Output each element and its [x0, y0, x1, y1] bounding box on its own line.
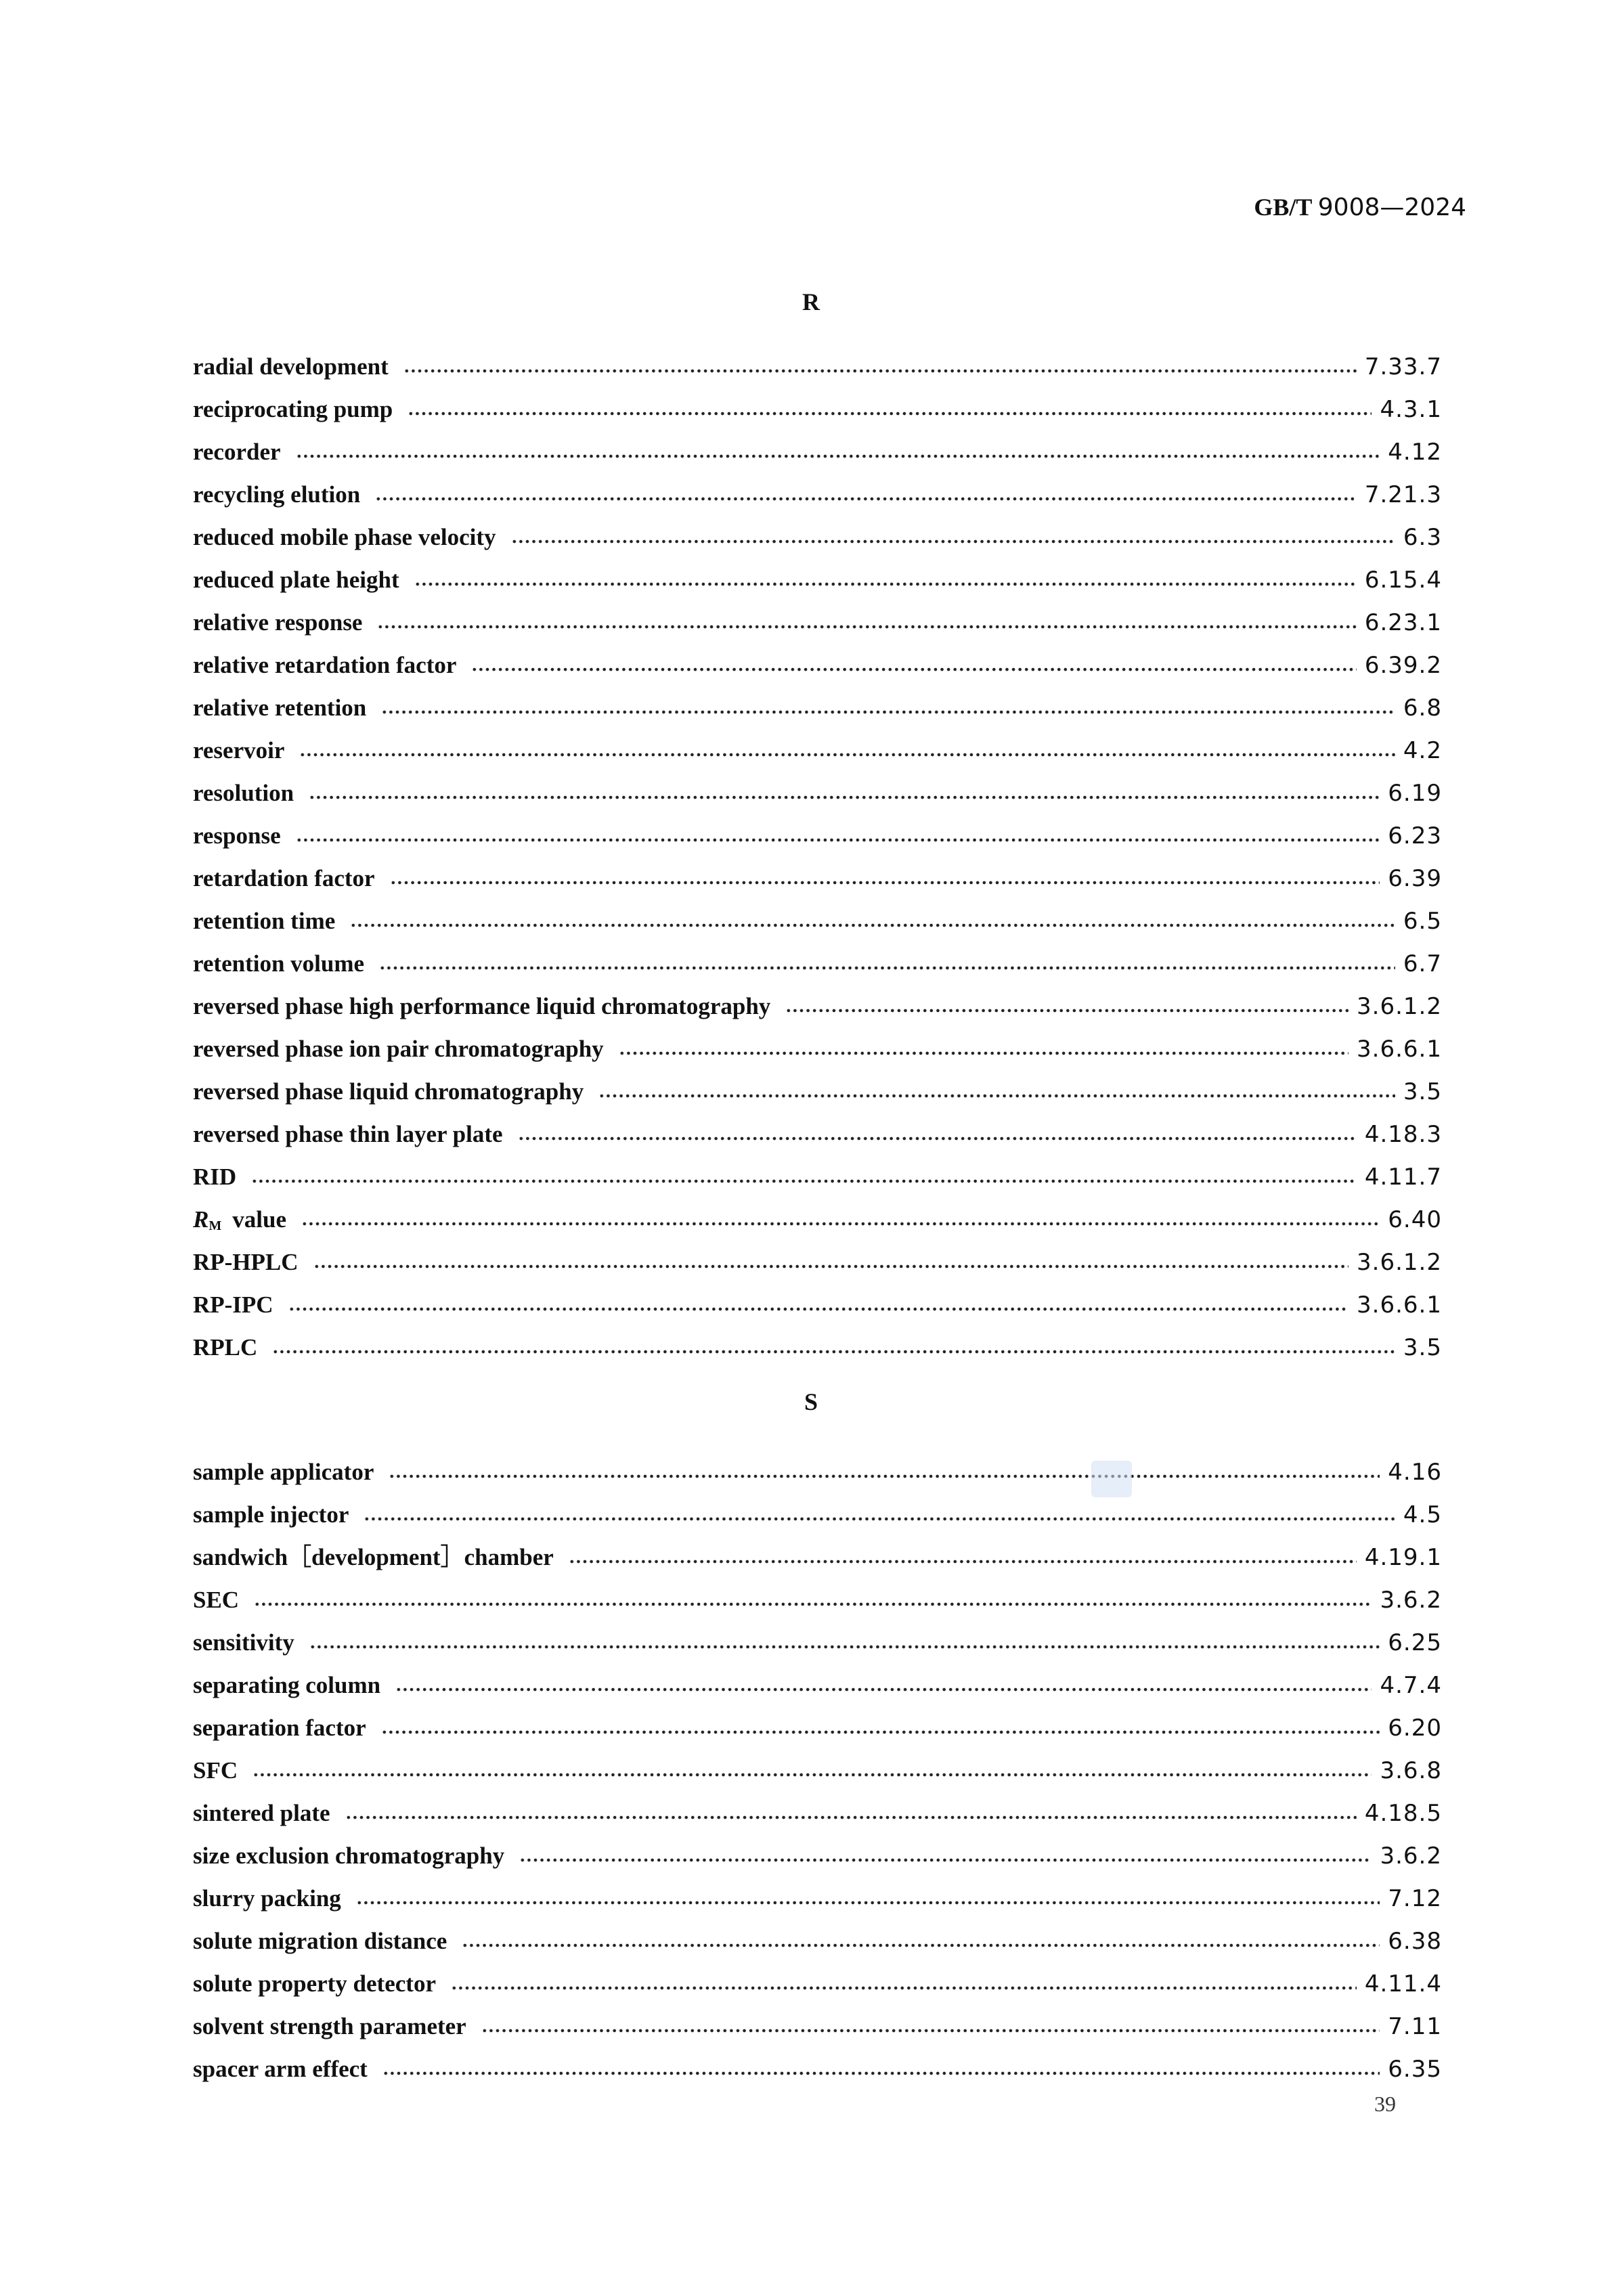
clause-reference: 6.5	[1403, 908, 1442, 935]
dot-leader	[403, 367, 1357, 375]
index-term: retardation factor	[193, 865, 375, 891]
dot-leader	[345, 1813, 1357, 1822]
index-term: RP-HPLC	[193, 1249, 299, 1275]
index-entry	[193, 1326, 1442, 1369]
index-term: reversed phase thin layer plate	[193, 1121, 503, 1147]
clause-reference: 4.5	[1403, 1501, 1442, 1528]
index-entry	[193, 2005, 1442, 2048]
dot-leader	[382, 2069, 1380, 2077]
clause-reference: 6.39	[1388, 865, 1442, 892]
index-entry	[193, 1536, 1442, 1578]
index-term: reciprocating pump	[193, 396, 393, 422]
index-term: reversed phase high performance liquid chromatography	[193, 993, 771, 1019]
clause-reference: 6.23	[1388, 822, 1442, 849]
index-entry	[193, 1198, 1442, 1241]
index-term: separating column	[193, 1672, 381, 1698]
dot-leader	[253, 1771, 1372, 1779]
index-list-s	[193, 1451, 1442, 2090]
dot-leader	[254, 1600, 1372, 1608]
index-entry	[193, 1706, 1442, 1749]
index-entry	[193, 558, 1442, 601]
dot-leader	[377, 623, 1356, 631]
index-term: RP-IPC	[193, 1292, 273, 1318]
clause-reference: 3.6.2	[1380, 1587, 1442, 1614]
index-entry	[193, 601, 1442, 644]
clause-reference: 4.11.4	[1364, 1970, 1442, 1997]
index-term: separation factor	[193, 1715, 366, 1741]
clause-reference: 6.38	[1388, 1928, 1442, 1955]
index-entry	[193, 772, 1442, 814]
index-term: reduced plate height	[193, 567, 399, 593]
dot-leader	[785, 1007, 1349, 1015]
index-entry	[193, 729, 1442, 772]
dot-leader	[301, 1220, 1380, 1228]
index-term: slurry packing	[193, 1885, 341, 1912]
index-term: recorder	[193, 439, 281, 465]
clause-reference: 6.7	[1403, 950, 1442, 977]
index-term: SFC	[193, 1757, 238, 1784]
dot-leader	[389, 1472, 1380, 1480]
dot-leader	[350, 921, 1395, 929]
dot-leader	[313, 1262, 1349, 1271]
clause-reference: 4.16	[1388, 1459, 1442, 1486]
index-entry	[193, 516, 1442, 558]
index-entry	[193, 388, 1442, 430]
watermark-logo	[1091, 1461, 1132, 1497]
index-term: reservoir	[193, 737, 285, 764]
index-entry	[193, 1834, 1442, 1877]
dot-leader	[481, 2027, 1380, 2035]
index-term: retention time	[193, 908, 336, 934]
dot-leader	[379, 964, 1395, 972]
index-term: sandwich［development］chamber	[193, 1544, 554, 1570]
dot-leader	[296, 452, 1380, 460]
index-entry	[193, 1877, 1442, 1920]
clause-reference: 3.5	[1403, 1078, 1442, 1105]
index-entry	[193, 1493, 1442, 1536]
clause-reference: 3.5	[1403, 1334, 1442, 1361]
index-term: radial development	[193, 353, 389, 380]
index-term: solute property detector	[193, 1970, 436, 1997]
index-term: solvent strength parameter	[193, 2013, 466, 2039]
index-entry	[193, 1070, 1442, 1113]
clause-reference: 7.21.3	[1364, 481, 1442, 508]
index-entry	[193, 430, 1442, 473]
document-header	[1254, 193, 1466, 221]
index-entry	[193, 1241, 1442, 1283]
clause-reference: 3.6.1.2	[1357, 1249, 1442, 1276]
dot-leader	[569, 1558, 1357, 1566]
dot-leader	[309, 1643, 1380, 1651]
index-entry	[193, 644, 1442, 686]
index-entry	[193, 1113, 1442, 1155]
index-entry	[193, 1962, 1442, 2005]
index-term: reduced mobile phase velocity	[193, 524, 496, 550]
dot-leader	[381, 1728, 1380, 1736]
dot-leader	[414, 580, 1357, 588]
clause-reference: 3.6.8	[1380, 1757, 1442, 1784]
dot-leader	[519, 1856, 1372, 1864]
clause-reference: 3.6.6.1	[1357, 1036, 1442, 1063]
dot-leader	[408, 410, 1372, 418]
index-entry	[193, 1749, 1442, 1792]
index-entry	[193, 814, 1442, 857]
index-term: reversed phase liquid chromatography	[193, 1078, 584, 1105]
standard-number: 9008—2024	[1317, 194, 1466, 221]
dot-leader	[511, 537, 1395, 546]
clause-reference: 3.6.1.2	[1357, 993, 1442, 1020]
index-entry	[193, 345, 1442, 388]
index-term: relative retardation factor	[193, 652, 457, 678]
index-entry	[193, 942, 1442, 985]
index-term: recycling elution	[193, 481, 361, 508]
index-entry	[193, 985, 1442, 1028]
index-entry	[193, 900, 1442, 942]
dot-leader	[518, 1134, 1357, 1143]
clause-reference: 3.6.6.1	[1357, 1292, 1442, 1319]
index-entry	[193, 1621, 1442, 1664]
dot-leader	[296, 836, 1380, 844]
clause-reference: 6.20	[1388, 1715, 1442, 1742]
index-term: RID	[193, 1164, 237, 1190]
dot-leader	[390, 879, 1380, 887]
index-term: relative retention	[193, 694, 367, 721]
dot-leader	[299, 751, 1395, 759]
index-term: reversed phase ion pair chromatography	[193, 1036, 604, 1062]
clause-reference: 4.19.1	[1364, 1544, 1442, 1571]
clause-reference: 4.12	[1388, 439, 1442, 466]
dot-leader	[288, 1305, 1349, 1313]
clause-reference: 4.2	[1403, 737, 1442, 764]
clause-reference: 4.7.4	[1380, 1672, 1442, 1699]
clause-reference: 4.18.3	[1364, 1121, 1442, 1148]
index-entry	[193, 1451, 1442, 1493]
index-entry	[193, 1283, 1442, 1326]
index-term: sample applicator	[193, 1459, 374, 1485]
term-subscript: M	[209, 1218, 222, 1233]
index-entry	[193, 1920, 1442, 1962]
index-entry	[193, 857, 1442, 900]
standard-code: GB/T	[1254, 194, 1312, 221]
index-list-r	[193, 345, 1442, 1369]
index-term: sintered plate	[193, 1800, 330, 1826]
index-entry	[193, 1155, 1442, 1198]
clause-reference: 6.19	[1388, 780, 1442, 807]
clause-reference: 7.12	[1388, 1885, 1442, 1912]
index-term: SEC	[193, 1587, 240, 1613]
dot-leader	[309, 793, 1380, 801]
clause-reference: 6.35	[1388, 2056, 1442, 2083]
dot-leader	[451, 1984, 1357, 1992]
index-term: solute migration distance	[193, 1928, 447, 1954]
term-text: value	[232, 1206, 286, 1233]
dot-leader	[598, 1092, 1395, 1100]
dot-leader	[471, 665, 1356, 674]
clause-reference: 3.6.2	[1380, 1842, 1442, 1870]
clause-reference: 6.23.1	[1364, 609, 1442, 636]
index-entry	[193, 1578, 1442, 1621]
index-term: retention volume	[193, 950, 365, 977]
index-term: size exclusion chromatography	[193, 1842, 505, 1869]
dot-leader	[462, 1941, 1380, 1949]
index-term: sensitivity	[193, 1629, 294, 1656]
clause-reference: 4.18.5	[1364, 1800, 1442, 1827]
dot-leader	[364, 1515, 1395, 1523]
clause-reference: 6.25	[1388, 1629, 1442, 1656]
index-term: resolution	[193, 780, 294, 806]
index-term: relative response	[193, 609, 363, 636]
clause-reference: 6.15.4	[1364, 567, 1442, 594]
clause-reference: 7.33.7	[1364, 353, 1442, 380]
clause-reference: 6.8	[1403, 694, 1442, 722]
term-symbol: R	[193, 1206, 209, 1233]
clause-reference: 4.11.7	[1364, 1164, 1442, 1191]
index-entry	[193, 2048, 1442, 2090]
index-entry	[193, 1664, 1442, 1706]
dot-leader	[395, 1685, 1372, 1694]
clause-reference: 6.39.2	[1364, 652, 1442, 679]
dot-leader	[619, 1049, 1349, 1057]
page-number: 39	[1374, 2092, 1396, 2116]
dot-leader	[381, 708, 1395, 716]
section-heading-s: S	[804, 1388, 818, 1415]
index-entry	[193, 473, 1442, 516]
dot-leader	[375, 495, 1357, 503]
index-term: response	[193, 822, 281, 849]
index-entry	[193, 1028, 1442, 1070]
clause-reference: 6.40	[1388, 1206, 1442, 1233]
clause-reference: 6.3	[1403, 524, 1442, 551]
dot-leader	[272, 1348, 1395, 1356]
index-entry	[193, 1792, 1442, 1834]
index-entry	[193, 686, 1442, 729]
clause-reference: 7.11	[1388, 2013, 1442, 2040]
clause-reference: 4.3.1	[1380, 396, 1442, 423]
dot-leader	[251, 1177, 1357, 1185]
index-term: RPLC	[193, 1334, 258, 1361]
dot-leader	[356, 1899, 1380, 1907]
index-term: spacer arm effect	[193, 2056, 368, 2082]
section-heading-r: R	[802, 288, 820, 315]
index-term: sample injector	[193, 1501, 349, 1528]
